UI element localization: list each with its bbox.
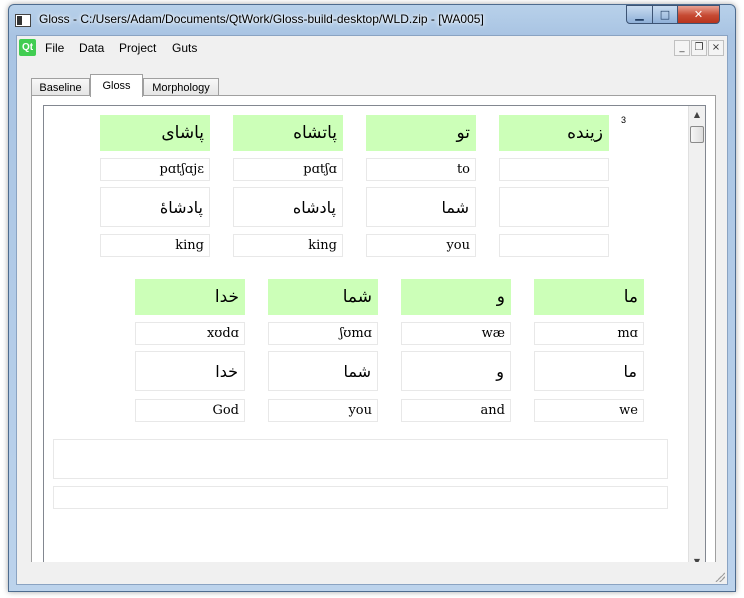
vertical-scrollbar[interactable] bbox=[688, 106, 705, 570]
menu-bar bbox=[17, 36, 727, 60]
line-number: 3 bbox=[621, 115, 627, 125]
transcription-field[interactable]: ʃʊmɑ bbox=[268, 322, 378, 345]
gloss-field[interactable]: and bbox=[401, 399, 511, 422]
mdi-restore-button[interactable]: ❐ bbox=[691, 40, 707, 56]
orthography-field[interactable]: پادشاه bbox=[233, 187, 343, 227]
word-cell[interactable]: پاتشاه bbox=[233, 115, 343, 151]
word-cell[interactable]: زینده bbox=[499, 115, 609, 151]
transcription-field[interactable] bbox=[499, 158, 609, 181]
literal-translation-field[interactable] bbox=[53, 486, 668, 509]
gloss-field[interactable]: we bbox=[534, 399, 644, 422]
transcription-field[interactable]: wæ bbox=[401, 322, 511, 345]
orthography-field[interactable] bbox=[499, 187, 609, 227]
gloss-field[interactable]: king bbox=[233, 234, 343, 257]
tab-baseline[interactable]: Baseline bbox=[31, 78, 90, 96]
status-bar bbox=[17, 562, 727, 584]
tab-morphology[interactable]: Morphology bbox=[143, 78, 219, 96]
qt-logo-icon[interactable]: Qt bbox=[19, 39, 36, 56]
tab-gloss[interactable]: Gloss bbox=[90, 74, 143, 97]
gloss-scroll-area bbox=[43, 105, 706, 571]
gloss-field[interactable]: God bbox=[135, 399, 245, 422]
word-cell[interactable]: ما bbox=[534, 279, 644, 315]
transcription-field[interactable]: xʊdɑ bbox=[135, 322, 245, 345]
transcription-field[interactable]: pɑtʃɑjɛ bbox=[100, 158, 210, 181]
resize-grip-icon[interactable] bbox=[715, 572, 725, 582]
menu-file[interactable]: File bbox=[45, 41, 65, 55]
orthography-field[interactable]: شما bbox=[366, 187, 476, 227]
menu-project[interactable]: Project bbox=[119, 41, 157, 55]
free-translation-field[interactable] bbox=[53, 439, 668, 479]
main-window bbox=[8, 4, 736, 592]
word-cell[interactable]: و bbox=[401, 279, 511, 315]
gloss-field[interactable]: king bbox=[100, 234, 210, 257]
orthography-field[interactable]: پادشاۀ bbox=[100, 187, 210, 227]
transcription-field[interactable]: pɑtʃɑ bbox=[233, 158, 343, 181]
transcription-field[interactable]: mɑ bbox=[534, 322, 644, 345]
gloss-field[interactable] bbox=[499, 234, 609, 257]
maximize-button[interactable]: □ bbox=[652, 5, 678, 24]
transcription-field[interactable]: to bbox=[366, 158, 476, 181]
scrollbar-thumb[interactable] bbox=[690, 126, 704, 143]
mdi-close-button[interactable]: × bbox=[708, 40, 724, 56]
orthography-field[interactable]: ما bbox=[534, 351, 644, 391]
word-cell[interactable]: پاشای bbox=[100, 115, 210, 151]
menu-guts[interactable]: Guts bbox=[172, 41, 198, 55]
title-bar[interactable] bbox=[9, 5, 735, 35]
word-cell[interactable]: خدا bbox=[135, 279, 245, 315]
word-cell[interactable]: شما bbox=[268, 279, 378, 315]
gloss-tab-pane bbox=[31, 95, 716, 578]
scroll-up-icon[interactable]: ▲ bbox=[693, 110, 701, 119]
word-cell[interactable]: تو bbox=[366, 115, 476, 151]
window-title: Gloss - C:/Users/Adam/Documents/QtWork/Gloss-build-desktop/WLD.zip - [WA005] bbox=[39, 12, 484, 26]
orthography-field[interactable]: شما bbox=[268, 351, 378, 391]
gloss-field[interactable]: you bbox=[366, 234, 476, 257]
mdi-minimize-button[interactable]: _ bbox=[674, 40, 690, 56]
minimize-button[interactable]: ▁ bbox=[626, 5, 653, 24]
gloss-field[interactable]: you bbox=[268, 399, 378, 422]
close-button[interactable]: ✕ bbox=[677, 5, 720, 24]
client-area bbox=[16, 35, 728, 585]
orthography-field[interactable]: خدا bbox=[135, 351, 245, 391]
app-window-icon[interactable] bbox=[15, 14, 31, 27]
menu-data[interactable]: Data bbox=[79, 41, 105, 55]
orthography-field[interactable]: و bbox=[401, 351, 511, 391]
